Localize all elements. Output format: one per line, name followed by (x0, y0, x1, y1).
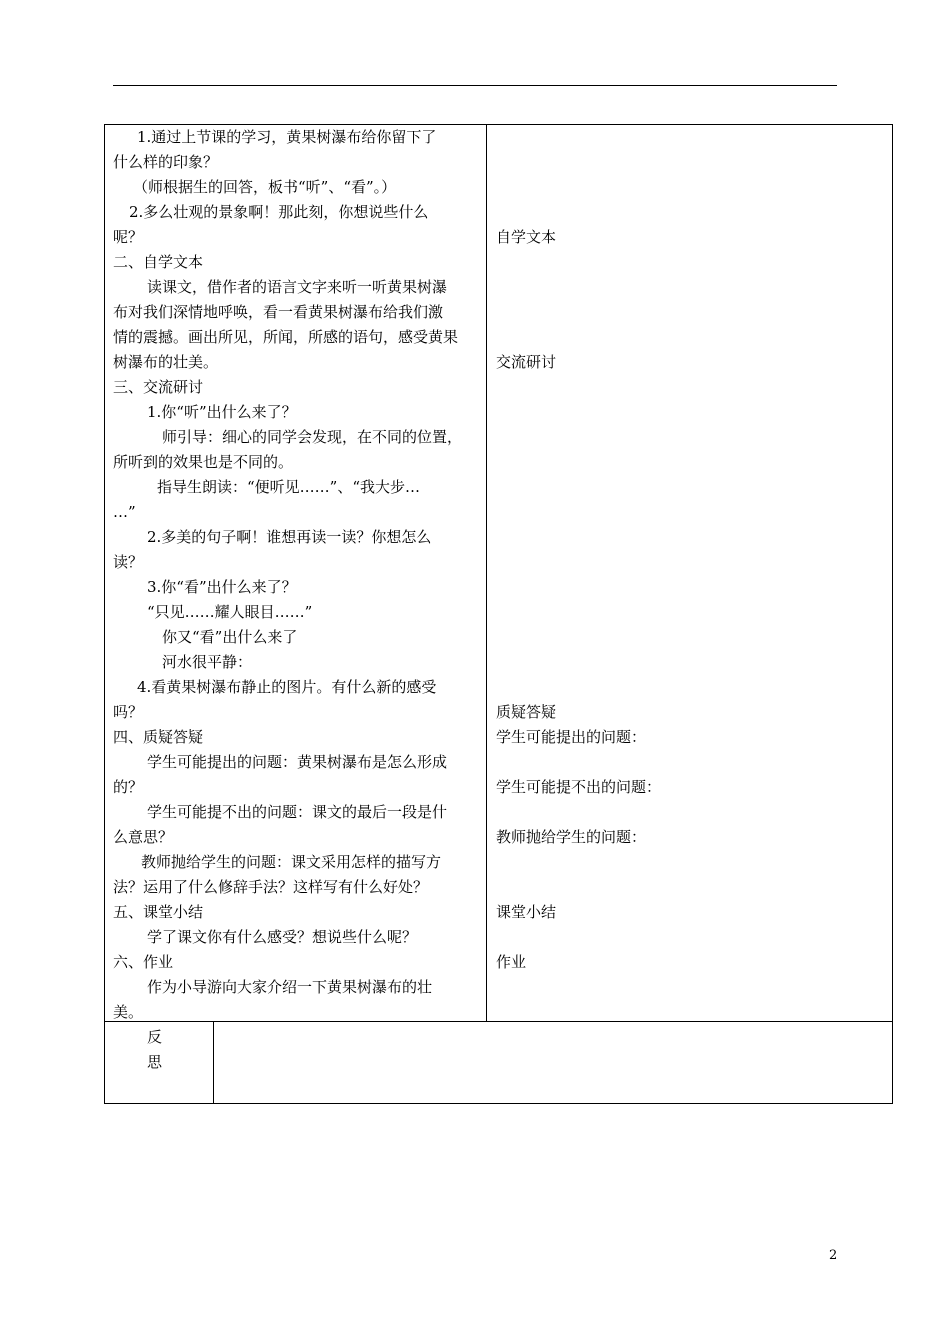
section-heading: 六、作业 (113, 953, 174, 971)
text-line: 所听到的效果也是不同的。 (113, 453, 294, 471)
text-line: 4.看黄果树瀑布静止的图片。有什么新的感受 (137, 678, 437, 696)
text-line: 树瀑布的壮美。 (113, 353, 219, 371)
text-line: 学生可能提不出的问题：课文的最后一段是什 (147, 803, 448, 821)
text-line: 么意思？ (113, 828, 174, 846)
text-line: 布对我们深情地呼唤，看一看黄果树瀑布给我们激 (113, 303, 444, 321)
text-line: 3.你“看”出什么来了？ (147, 578, 297, 596)
text-line: 呢？ (113, 228, 144, 246)
text-line: （师根据生的回答，板书“听”、“看”。） (133, 178, 397, 196)
note-label: 教师抛给学生的问题： (496, 828, 647, 846)
text-line: 2.多美的句子啊！谁想再读一读？你想怎么 (147, 528, 432, 546)
page-number: 2 (829, 1248, 838, 1263)
header-rule (113, 85, 837, 86)
text-line: 什么样的印象？ (113, 153, 219, 171)
text-line: 作为小导游向大家介绍一下黄果树瀑布的壮 (147, 978, 433, 996)
text-line: 吗？ (113, 703, 144, 721)
note-label: 自学文本 (496, 228, 557, 246)
text-line: 情的震撼。画出所见，所闻，所感的语句，感受黄果 (113, 328, 459, 346)
reflection-content (214, 1022, 892, 1103)
text-line: 学了课文你有什么感受？想说些什么呢？ (147, 928, 418, 946)
text-line: 你又“看”出什么来了 (162, 628, 298, 646)
column-divider (486, 124, 487, 1021)
note-label: 学生可能提出的问题： (496, 728, 647, 746)
note-label: 课堂小结 (496, 903, 557, 921)
text-line: …” (113, 503, 136, 521)
section-heading: 五、课堂小结 (113, 903, 204, 921)
text-line: 教师抛给学生的问题：课文采用怎样的描写方 (141, 853, 442, 871)
section-heading: 二、自学文本 (113, 253, 204, 271)
text-line: “只见……耀人眼目……” (147, 603, 313, 621)
text-line: 读课文，借作者的语言文字来听一听黄果树瀑 (147, 278, 448, 296)
note-label: 作业 (496, 953, 527, 971)
text-line: 1.你“听”出什么来了？ (147, 403, 297, 421)
text-line: 的？ (113, 778, 144, 796)
note-label: 质疑答疑 (496, 703, 557, 721)
text-line: 1.通过上节课的学习，黄果树瀑布给你留下了 (137, 128, 437, 146)
text-line: 美。 (113, 1003, 144, 1021)
note-label: 交流研讨 (496, 353, 557, 371)
text-line: 读？ (113, 553, 144, 571)
section-heading: 三、交流研讨 (113, 378, 204, 396)
note-label: 学生可能提不出的问题： (496, 778, 662, 796)
text-line: 学生可能提出的问题：黄果树瀑布是怎么形成 (147, 753, 448, 771)
reflection-char: 思 (147, 1053, 163, 1071)
text-line: 法？运用了什么修辞手法？这样写有什么好处？ (113, 878, 429, 896)
reflection-char: 反 (147, 1028, 163, 1046)
text-line: 河水很平静： (162, 653, 253, 671)
text-line: 2.多么壮观的景象啊！那此刻，你想说些什么 (129, 203, 429, 221)
text-line: 师引导：细心的同学会发现，在不同的位置， (162, 428, 463, 446)
section-heading: 四、质疑答疑 (113, 728, 204, 746)
text-line: 指导生朗读：“便听见……”、“我大步… (157, 478, 421, 496)
